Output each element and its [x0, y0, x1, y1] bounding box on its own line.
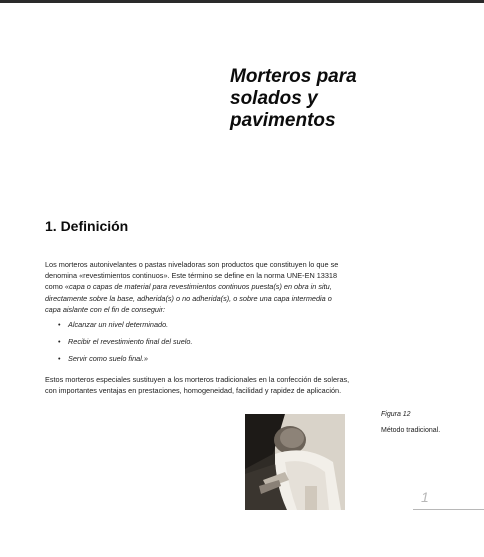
- page-number: 1: [421, 489, 429, 505]
- list-item-text: Servir como suelo final.»: [68, 354, 148, 363]
- list-item-text: Recibir el revestimiento final del suelo.: [68, 337, 193, 346]
- bullet-icon: •: [58, 337, 61, 346]
- list-item: [58, 336, 358, 353]
- document-title: [230, 66, 450, 132]
- top-rule: [0, 0, 484, 3]
- quoted-definition-line: capa aislante con el fin de conseguir:: [45, 304, 166, 314]
- list-item: [58, 353, 358, 370]
- paragraph-line: denomina «revestimientos continuos». Este término se define en la norma UNE-EN 13318: [45, 271, 338, 281]
- title-line-2: solados y: [230, 88, 318, 109]
- figure-label: Figura 12: [381, 411, 411, 418]
- list-item-text: Alcanzar un nivel determinado.: [68, 320, 169, 329]
- figure-caption-text: Método tradicional.: [381, 427, 441, 434]
- quoted-definition: capa o capas de material para revestimientos continuos puesta(s) en obra in situ,: [68, 282, 332, 292]
- bullet-icon: •: [58, 354, 61, 363]
- paragraph-line-text: como «: [45, 282, 69, 292]
- figure-caption: [381, 411, 440, 434]
- objectives-list: [58, 319, 358, 370]
- page-number-rule: [413, 509, 484, 510]
- title-line-1: Morteros para: [230, 66, 357, 87]
- paragraph-line: [45, 281, 373, 292]
- paragraph-line: con importantes ventajas en prestaciones, homogeneidad, facilidad y rapidez de aplicación.: [45, 386, 342, 396]
- list-item: [58, 319, 358, 336]
- paragraph-line: Estos morteros especiales sustituyen a los morteros tradicionales en la confección de soleras,: [45, 375, 350, 384]
- paragraph-line: Los morteros autonivelantes o pastas niveladoras son productos que constituyen lo que se: [45, 260, 339, 269]
- advantages-paragraph: [45, 374, 373, 396]
- quoted-definition-line: directamente sobre la base, adherida(s) o no adherida(s), o sobre una capa intermedia o: [45, 293, 332, 303]
- section-heading: 1. Definición: [45, 218, 129, 234]
- title-line-3: pavimentos: [230, 110, 336, 131]
- definition-paragraph: [45, 259, 373, 315]
- worker-photo-illustration: [245, 414, 345, 510]
- bullet-icon: •: [58, 320, 61, 329]
- figure-photo: [245, 414, 345, 510]
